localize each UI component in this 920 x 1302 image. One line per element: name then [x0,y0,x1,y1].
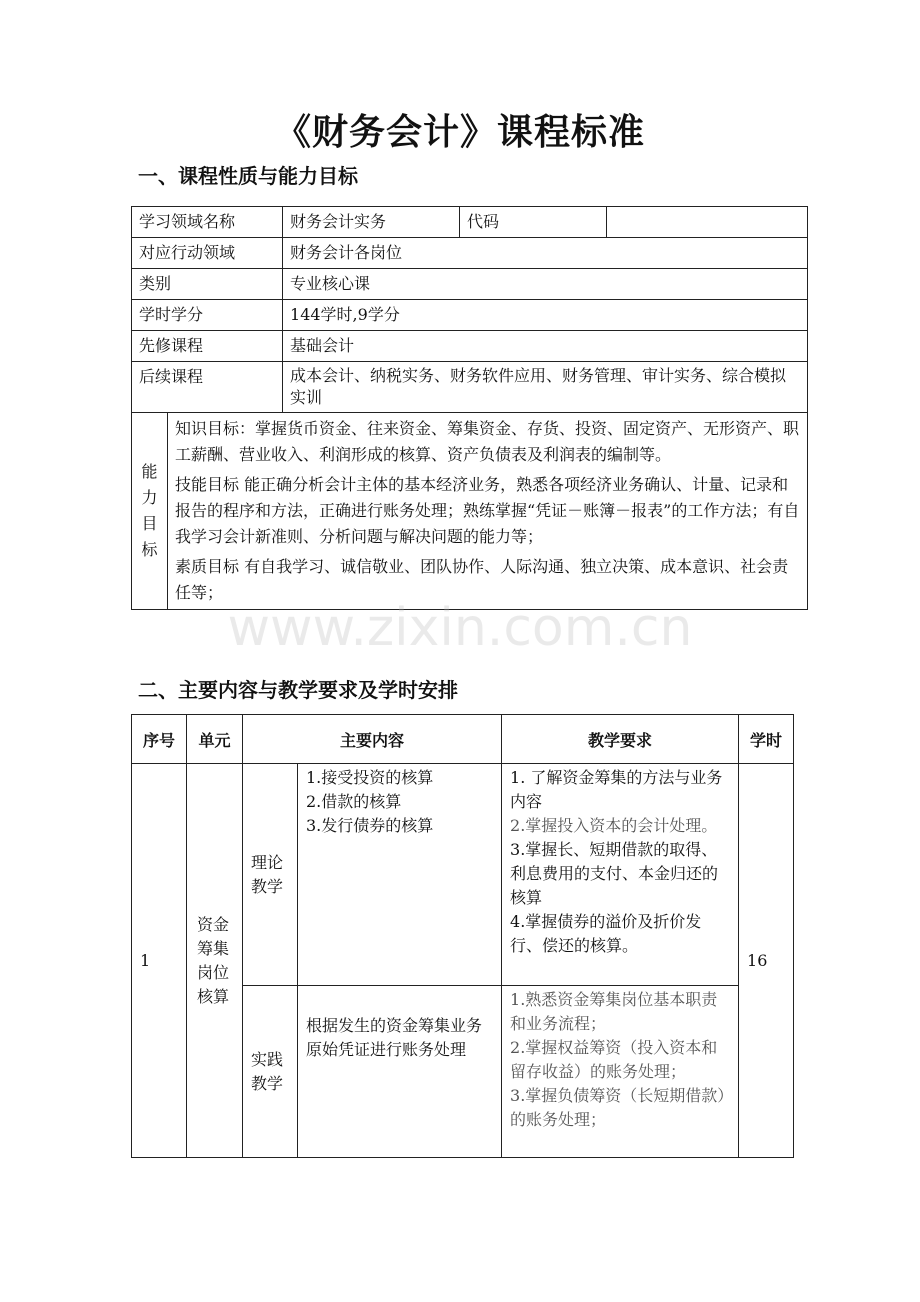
watermark: www.zixin.com.cn [227,598,693,658]
prereq-value: 基础会计 [283,331,808,362]
practice-requirements [502,986,739,1158]
table-row [132,764,794,986]
category-value: 专业核心课 [283,269,808,300]
practice-label: 实践教学 [243,986,298,1158]
table-row [132,413,808,610]
header-no: 序号 [132,715,187,764]
code-label: 代码 [460,207,607,238]
domain-label: 学习领域名称 [132,207,283,238]
table-row [132,207,808,238]
action-value: 财务会计各岗位 [283,238,808,269]
ability-goals [168,413,808,610]
section-heading-1: 一、课程性质与能力目标 [138,164,358,188]
ability-label-text: 能力目标 [141,462,158,559]
table-row [132,300,808,331]
header-requirement: 教学要求 [502,715,739,764]
table-row [132,362,808,413]
table-row [132,269,808,300]
theory-content [298,764,502,986]
practice-content: 根据发生的资金筹集业务原始凭证进行账务处理 [298,986,502,1158]
table-row [132,331,808,362]
list-item: 3.掌握负债筹资（长短期借款）的账务处理； [510,1086,726,1129]
row-unit: 资金筹集岗位核算 [187,764,243,1158]
code-value [607,207,808,238]
knowledge-goal: 知识目标：掌握货币资金、往来资金、筹集资金、存货、投资、固定资产、无形资产、职工薪酬、营业收入、利润形成的核算、资产负债表及利润表的编制等。 [175,419,800,464]
row-no: 1 [132,764,187,1158]
table-row [132,238,808,269]
table-header-row [132,715,794,764]
ability-label [132,413,168,610]
schedule-table [131,714,794,1158]
follow-value: 成本会计、纳税实务、财务软件应用、财务管理、审计实务、综合模拟实训 [283,362,808,413]
list-item: 1.熟悉资金筹集岗位基本职责和业务流程； [510,990,718,1033]
hours-value: 144学时,9学分 [283,300,808,331]
header-content: 主要内容 [243,715,502,764]
action-label: 对应行动领域 [132,238,283,269]
prereq-label: 先修课程 [132,331,283,362]
header-hours: 学时 [739,715,794,764]
category-label: 类别 [132,269,283,300]
theory-requirements [502,764,739,986]
row-hours: 16 [739,764,794,1158]
list-item: 3.发行债券的核算 [306,816,434,835]
domain-value: 财务会计实务 [283,207,460,238]
theory-label: 理论教学 [243,764,298,986]
list-item: 1.接受投资的核算 [306,768,434,787]
section-heading-2: 二、主要内容与教学要求及学时安排 [138,678,458,702]
list-item: 1. 了解资金筹集的方法与业务内容 [510,768,723,811]
hours-label: 学时学分 [132,300,283,331]
list-item: 2.掌握权益筹资（投入资本和留存收益）的账务处理； [510,1038,718,1081]
quality-goal: 素质目标 有自我学习、诚信敬业、团队协作、人际沟通、独立决策、成本意识、社会责任等； [175,557,789,602]
skill-goal: 技能目标 能正确分析会计主体的基本经济业务，熟悉各项经济业务确认、计量、记录和报告的程序和方法，正确进行账务处理；熟练掌握“凭证－账簿－报表”的工作方法；有自我学习会计新准则、分析问题与解决问题的能力等； [175,475,800,546]
page-title: 《财务会计》课程标准 [274,112,645,153]
list-item: 2.借款的核算 [306,792,402,811]
list-item: 2.掌握投入资本的会计处理。 [510,816,718,835]
list-item: 4.掌握债券的溢价及折价发行、偿还的核算。 [510,912,702,955]
header-unit: 单元 [187,715,243,764]
course-info-table [131,206,808,610]
list-item: 3.掌握长、短期借款的取得、利息费用的支付、本金归还的核算 [510,840,719,907]
follow-label: 后续课程 [132,362,283,413]
